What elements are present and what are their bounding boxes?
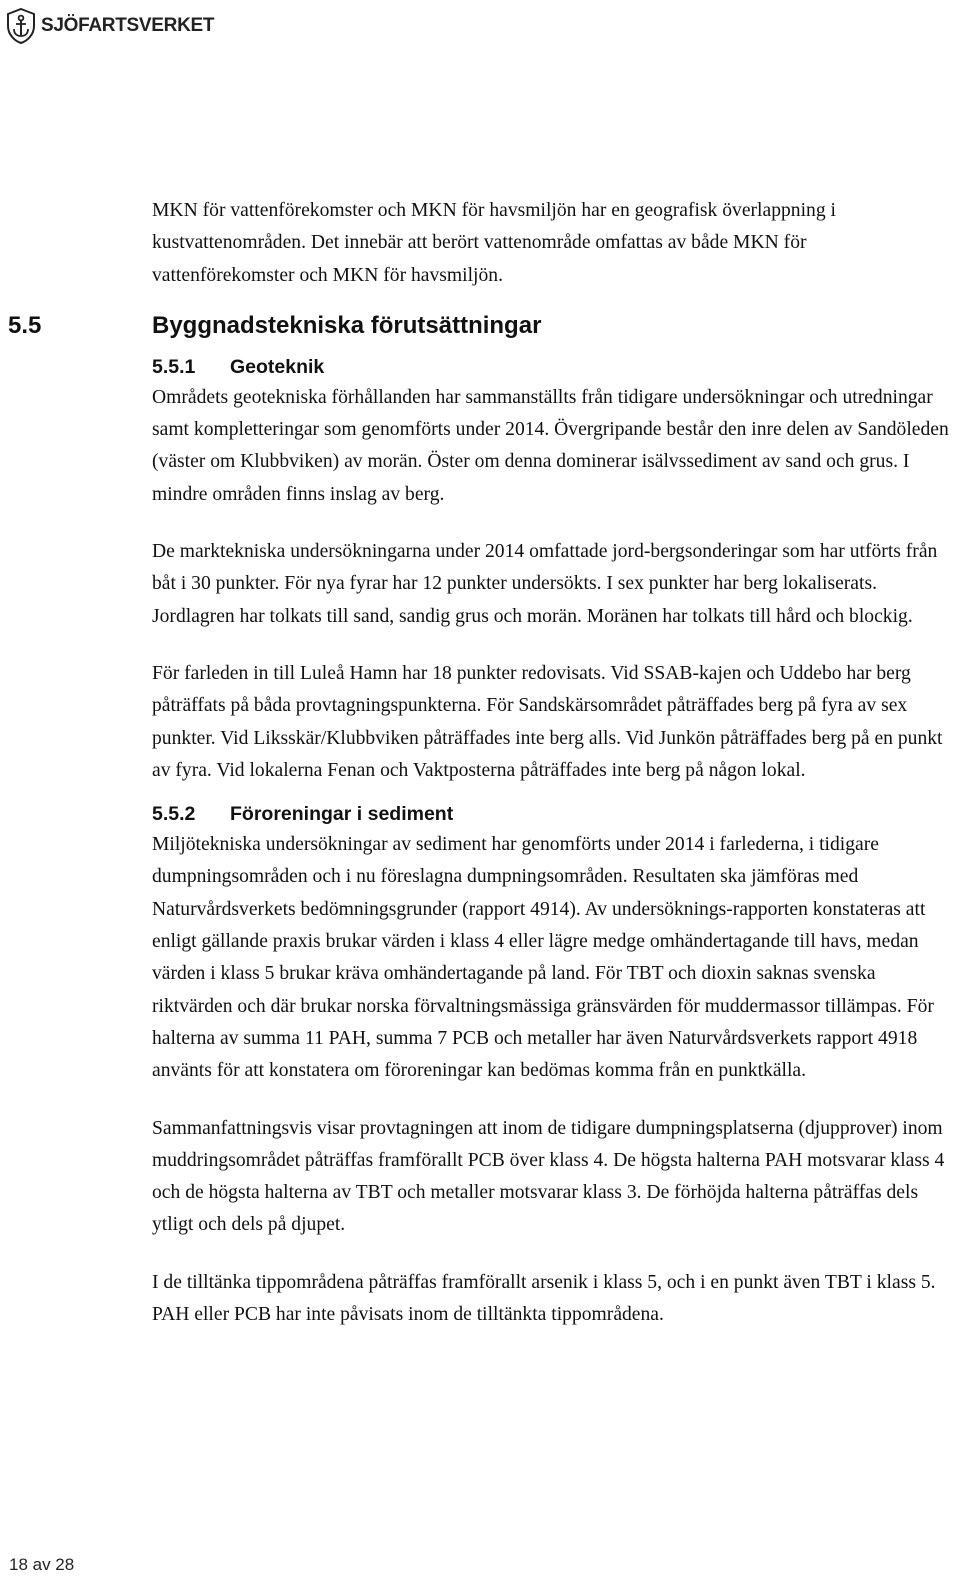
- subsection-heading-5-5-1: [152, 352, 952, 382]
- geoteknik-paragraph-1: Områdets geotekniska förhållanden har sammanställts från tidigare undersökningar och utredningar samt kompletteringar som genomförts under 2014. Övergripande består den inre delen av Sandöleden (väster om Klubbviken) av morän. Öster om denna dominerar isälvssediment av sand och grus. I mindre områden finns inslag av berg.: [152, 386, 949, 505]
- section-heading-5-5: [8, 310, 952, 342]
- subsection-title: Föroreningar i sediment: [230, 803, 454, 826]
- intro-paragraph: MKN för vattenförekomster och MKN för havsmiljön har en geografisk överlappning i kustvattenområden. Det innebär att berört vattenområde omfattas av både MKN för vattenförekomster och MKN för havsmiljön.: [152, 200, 836, 286]
- geoteknik-paragraph-3: För farleden in till Luleå Hamn har 18 punkter redovisats. Vid SSAB-kajen och Uddebo har berg påträffats på båda provtagningspunkterna. För Sandskärsområdet påträffades berg på fyra av sex punkter. Vid Liksskär/Klubbviken påträffades inte berg alls. Vid Junkön påträffades berg på en punkt av fyra. Vid lokalerna Fenan och Vaktposterna påträffades inte berg på någon lokal.: [152, 662, 943, 781]
- header-logo: [6, 8, 214, 44]
- document-body: [8, 195, 952, 1331]
- subsection-title: Geoteknik: [230, 355, 325, 378]
- logo-text: SJÖFARTSVERKET: [41, 15, 215, 36]
- section-number: 5.5: [8, 311, 42, 339]
- geoteknik-paragraph-2: De marktekniska undersökningarna under 2014 omfattade jord-bergsonderingar som har utförts från båt i 30 punkter. För nya fyrar har 12 punkter undersökts. I sex punkter har berg lokaliserats. Jordlagren har tolkats till sand, sandig grus och morän. Moränen har tolkats till hård och blockig.: [152, 541, 938, 627]
- subsection-number: 5.5.2: [152, 803, 196, 826]
- sediment-paragraph-2: Sammanfattningsvis visar provtagningen att inom de tidigare dumpningsplatserna (djupprover) inom muddringsområdet påträffas framförallt PCB över klass 4. De högsta halterna PAH motsvarar klass 4 och de högsta halterna av TBT och metaller motsvarar klass 3. De förhöjda halterna påträffas dels ytligt och dels på djupet.: [152, 1117, 945, 1236]
- subsection-heading-5-5-2: [152, 799, 952, 829]
- sediment-paragraph-3: I de tilltänka tippområdena påträffas framförallt arsenik i klass 5, och i en punkt även TBT i klass 5. PAH eller PCB har inte påvisats inom de tilltänkta tippområdena.: [152, 1271, 936, 1326]
- subsection-number: 5.5.1: [152, 355, 196, 378]
- sediment-paragraph-1: Miljötekniska undersökningar av sediment har genomförts under 2014 i farlederna, i tidigare dumpningsområden och i nu föreslagna dumpningsområden. Resultaten ska jämföras med Naturvårdsverkets bedömningsgrunder (rapport 4914). Av undersöknings-rapporten konstateras att enligt gällande praxis brukar värden i klass 4 eller lägre medge omhändertagande till havs, medan värden i klass 5 brukar kräva omhändertagande på land. För TBT och dioxin saknas svenska riktvärden och där brukar norska förvaltningsmässiga gränsvärden för muddermassor tillämpas. För halterna av summa 11 PAH, summa 7 PCB och metaller har även Naturvårdsverkets rapport 4918 använts för att konstatera om föroreningar kan bedömas komma från en punktkälla.: [152, 834, 934, 1082]
- page-number: 18 av 28: [9, 1555, 75, 1574]
- section-title: Byggnadstekniska förutsättningar: [152, 311, 542, 339]
- anchor-emblem-icon: [6, 8, 36, 44]
